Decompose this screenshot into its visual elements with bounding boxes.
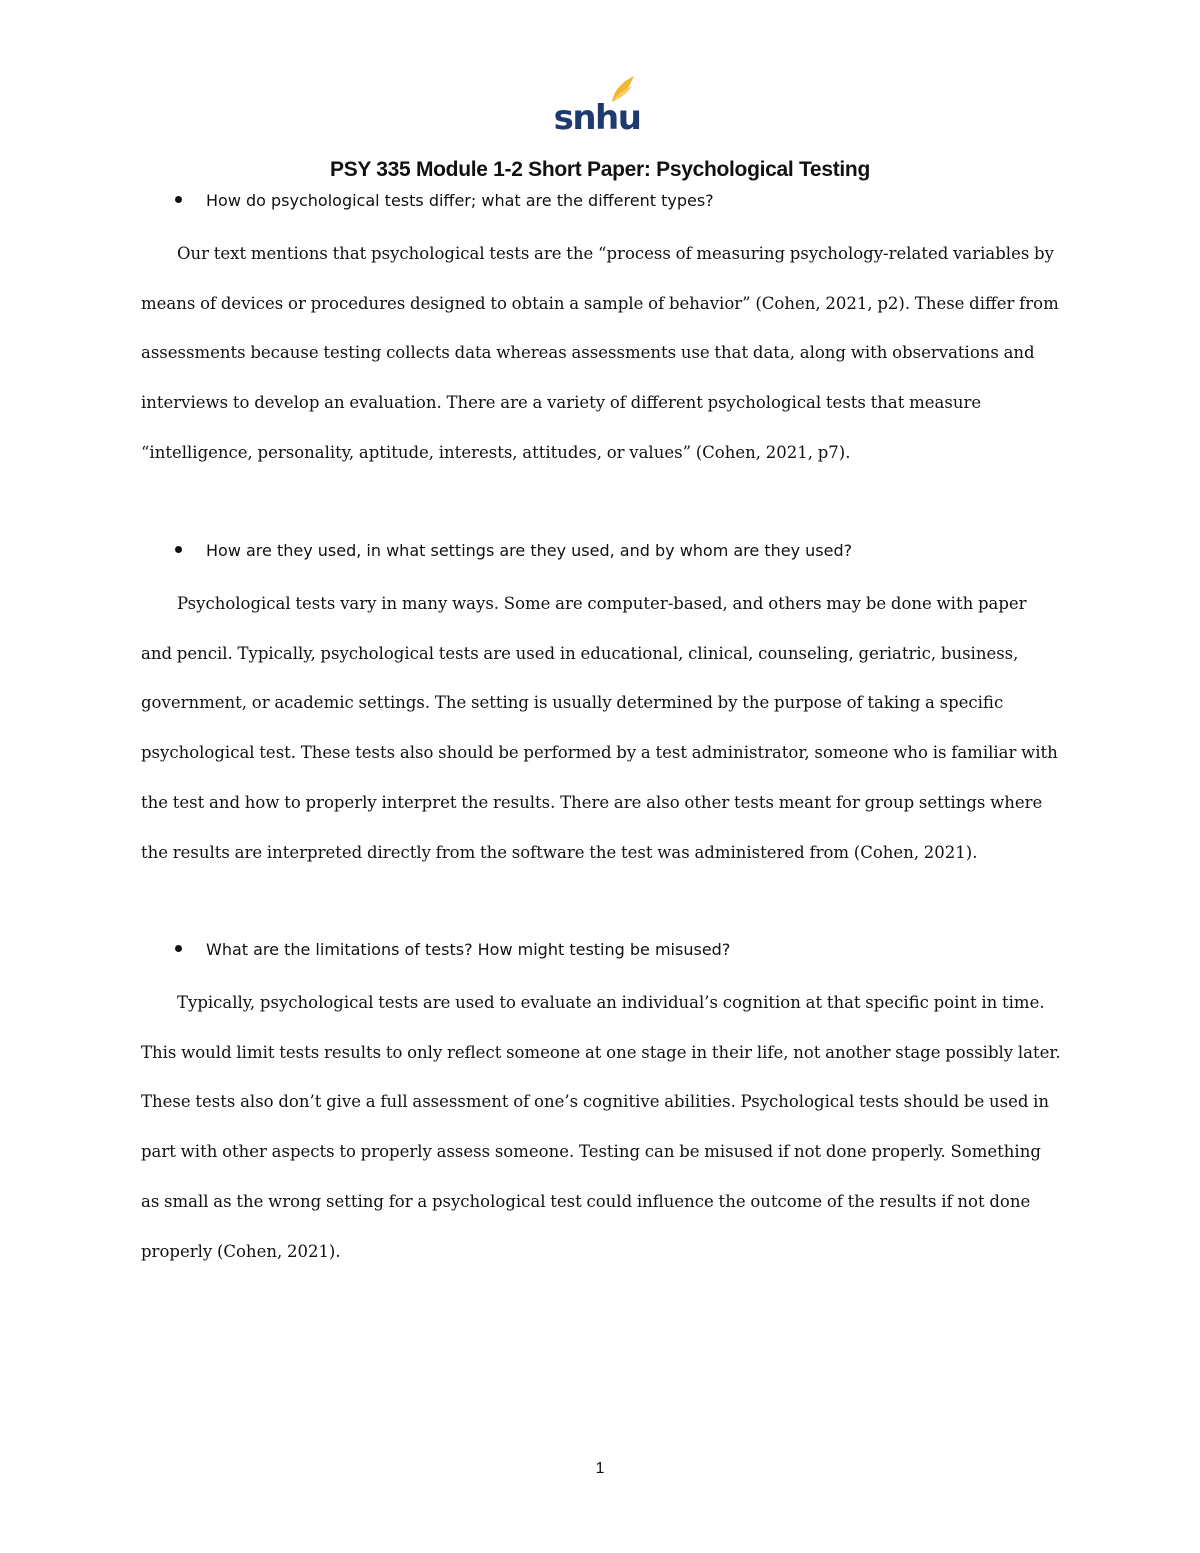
question-text: What are the limitations of tests? How might testing be misused? <box>206 940 731 959</box>
question-bullet-2 <box>175 541 852 560</box>
logo-wordmark: snhu <box>554 98 640 134</box>
question-bullet-3 <box>175 940 730 959</box>
page-number: 1 <box>595 1460 605 1477</box>
answer-paragraph-1: Our text mentions that psychological tests are the “process of measuring psychology-related variables by means of devices or procedures designed to obtain a sample of behavior” (Cohen, 2021, p2). These differ from assessments because testing collects data whereas assessments use that data, along with observations and interviews to develop an evaluation. There are a variety of different psychological tests that measure “intelligence, personality, aptitude, interests, attitudes, or values” (Cohen, 2021, p7). <box>141 244 1059 462</box>
question-text: How are they used, in what settings are they used, and by whom are they used? <box>206 541 853 560</box>
bullet-icon <box>175 945 182 952</box>
answer-paragraph-2: Psychological tests vary in many ways. Some are computer-based, and others may be done with paper and pencil. Typically, psychological tests are used in educational, clinical, counseling, geriatric, business, government, or academic settings. The setting is usually determined by the purpose of taking a specific psychological test. These tests also should be performed by a test administrator, someone who is familiar with the test and how to properly interpret the results. There are also other tests meant for group settings where the results are interpreted directly from the software the test was administered from (Cohen, 2021). <box>141 594 1058 862</box>
bullet-icon <box>175 546 182 553</box>
snhu-logo <box>554 72 640 134</box>
page-title: PSY 335 Module 1-2 Short Paper: Psychological Testing <box>330 158 870 181</box>
bullet-icon <box>175 196 182 203</box>
question-bullet-1 <box>175 191 714 210</box>
answer-paragraph-3: Typically, psychological tests are used to evaluate an individual’s cognition at that specific point in time. This would limit tests results to only reflect someone at one stage in their life, not another stage possibly later. These tests also don’t give a full assessment of one’s cognitive abilities. Psychological tests should be used in part with other aspects to properly assess someone. Testing can be misused if not done properly. Something as small as the wrong setting for a psychological test could influence the outcome of the results if not done properly (Cohen, 2021). <box>141 993 1061 1261</box>
question-text: How do psychological tests differ; what are the different types? <box>206 191 714 210</box>
